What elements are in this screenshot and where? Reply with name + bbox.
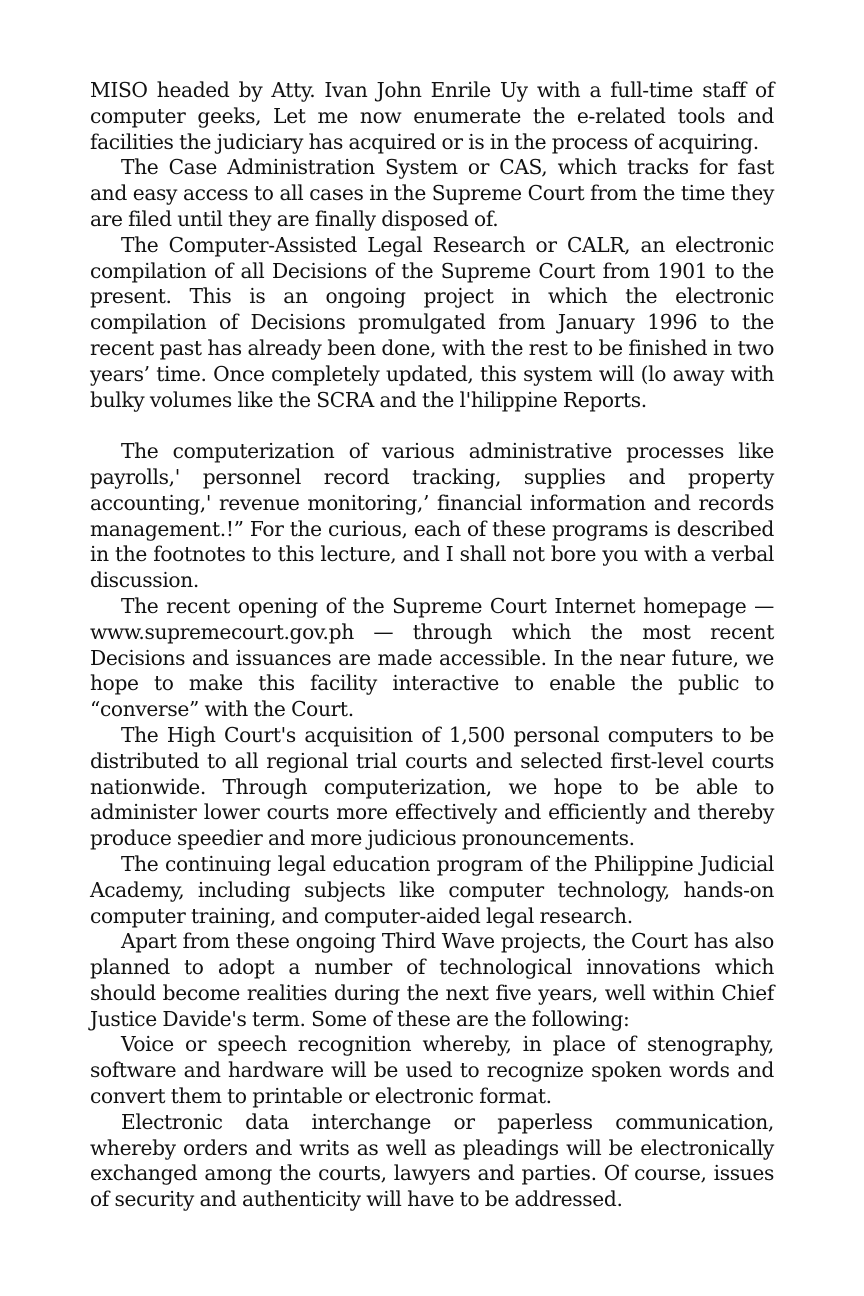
- paragraph-edi: Electronic data interchange or paperless communication, whereby orders and writs as well as pleadings will be electronically exchanged among the courts, lawyers and parties. Of course, issues of security and authenticity will have to be addressed.: [90, 1109, 774, 1212]
- paragraph-gap: [90, 413, 774, 439]
- paragraph-administrative: The computerization of various administrative processes like payrolls,' personnel record tracking, supplies and property accounting,' revenue monitoring,’ financial information and records management.!” For the curious, each of these programs is described in the footnotes to this lecture, and I shall not bore you with a verbal discussion.: [90, 439, 774, 593]
- paragraph-computers: The High Court's acquisition of 1,500 personal computers to be distributed to all regional trial courts and selected first-level courts nationwide. Through computerization, we hope to be able to administer lower courts more effectively and efficiently and thereby produce speedier and more judicious pronouncements.: [90, 722, 774, 851]
- document-page: [90, 78, 774, 1213]
- paragraph-homepage: The recent opening of the Supreme Court Internet homepage —www.supremecourt.gov.ph — through which the most recent Decisions and issuances are made accessible. In the near future, we hope to make this facility interactive to enable the public to “converse” with the Court.: [90, 593, 774, 722]
- paragraph-voice: Voice or speech recognition whereby, in place of stenography, software and hardware will be used to recognize spoken words and convert them to printable or electronic format.: [90, 1032, 774, 1109]
- paragraph-miso: MISO headed by Atty. Ivan John Enrile Uy with a full-time staff of computer geeks, Let me now enumerate the e-related tools and facilities the judiciary has acquired or is in the process of acquiring.: [90, 78, 774, 154]
- paragraph-education: The continuing legal education program of the Philippine Judicial Academy, including subjects like computer technology, hands-on computer training, and computer-aided legal research.: [90, 851, 774, 928]
- paragraph-calr: The Computer-Assisted Legal Research or CALR, an electronic compilation of all Decisions of the Supreme Court from 1901 to the present. This is an ongoing project in which the electronic compilation of Decisions promulgated from January 1996 to the recent past has already been done, with the rest to be finished in two years’ time. Once completely updated, this system will (lo away with bulky volumes like the SCRA and the l'hilippine Reports.: [90, 232, 774, 412]
- paragraph-third-wave: Apart from these ongoing Third Wave projects, the Court has also planned to adopt a number of technological innovations which should become realities during the next five years, well within Chief Justice Davide's term. Some of these are the following:: [90, 929, 774, 1031]
- paragraph-cas: The Case Administration System or CAS, which tracks for fast and easy access to all cases in the Supreme Court from the time they are filed until they are finally disposed of.: [90, 155, 774, 231]
